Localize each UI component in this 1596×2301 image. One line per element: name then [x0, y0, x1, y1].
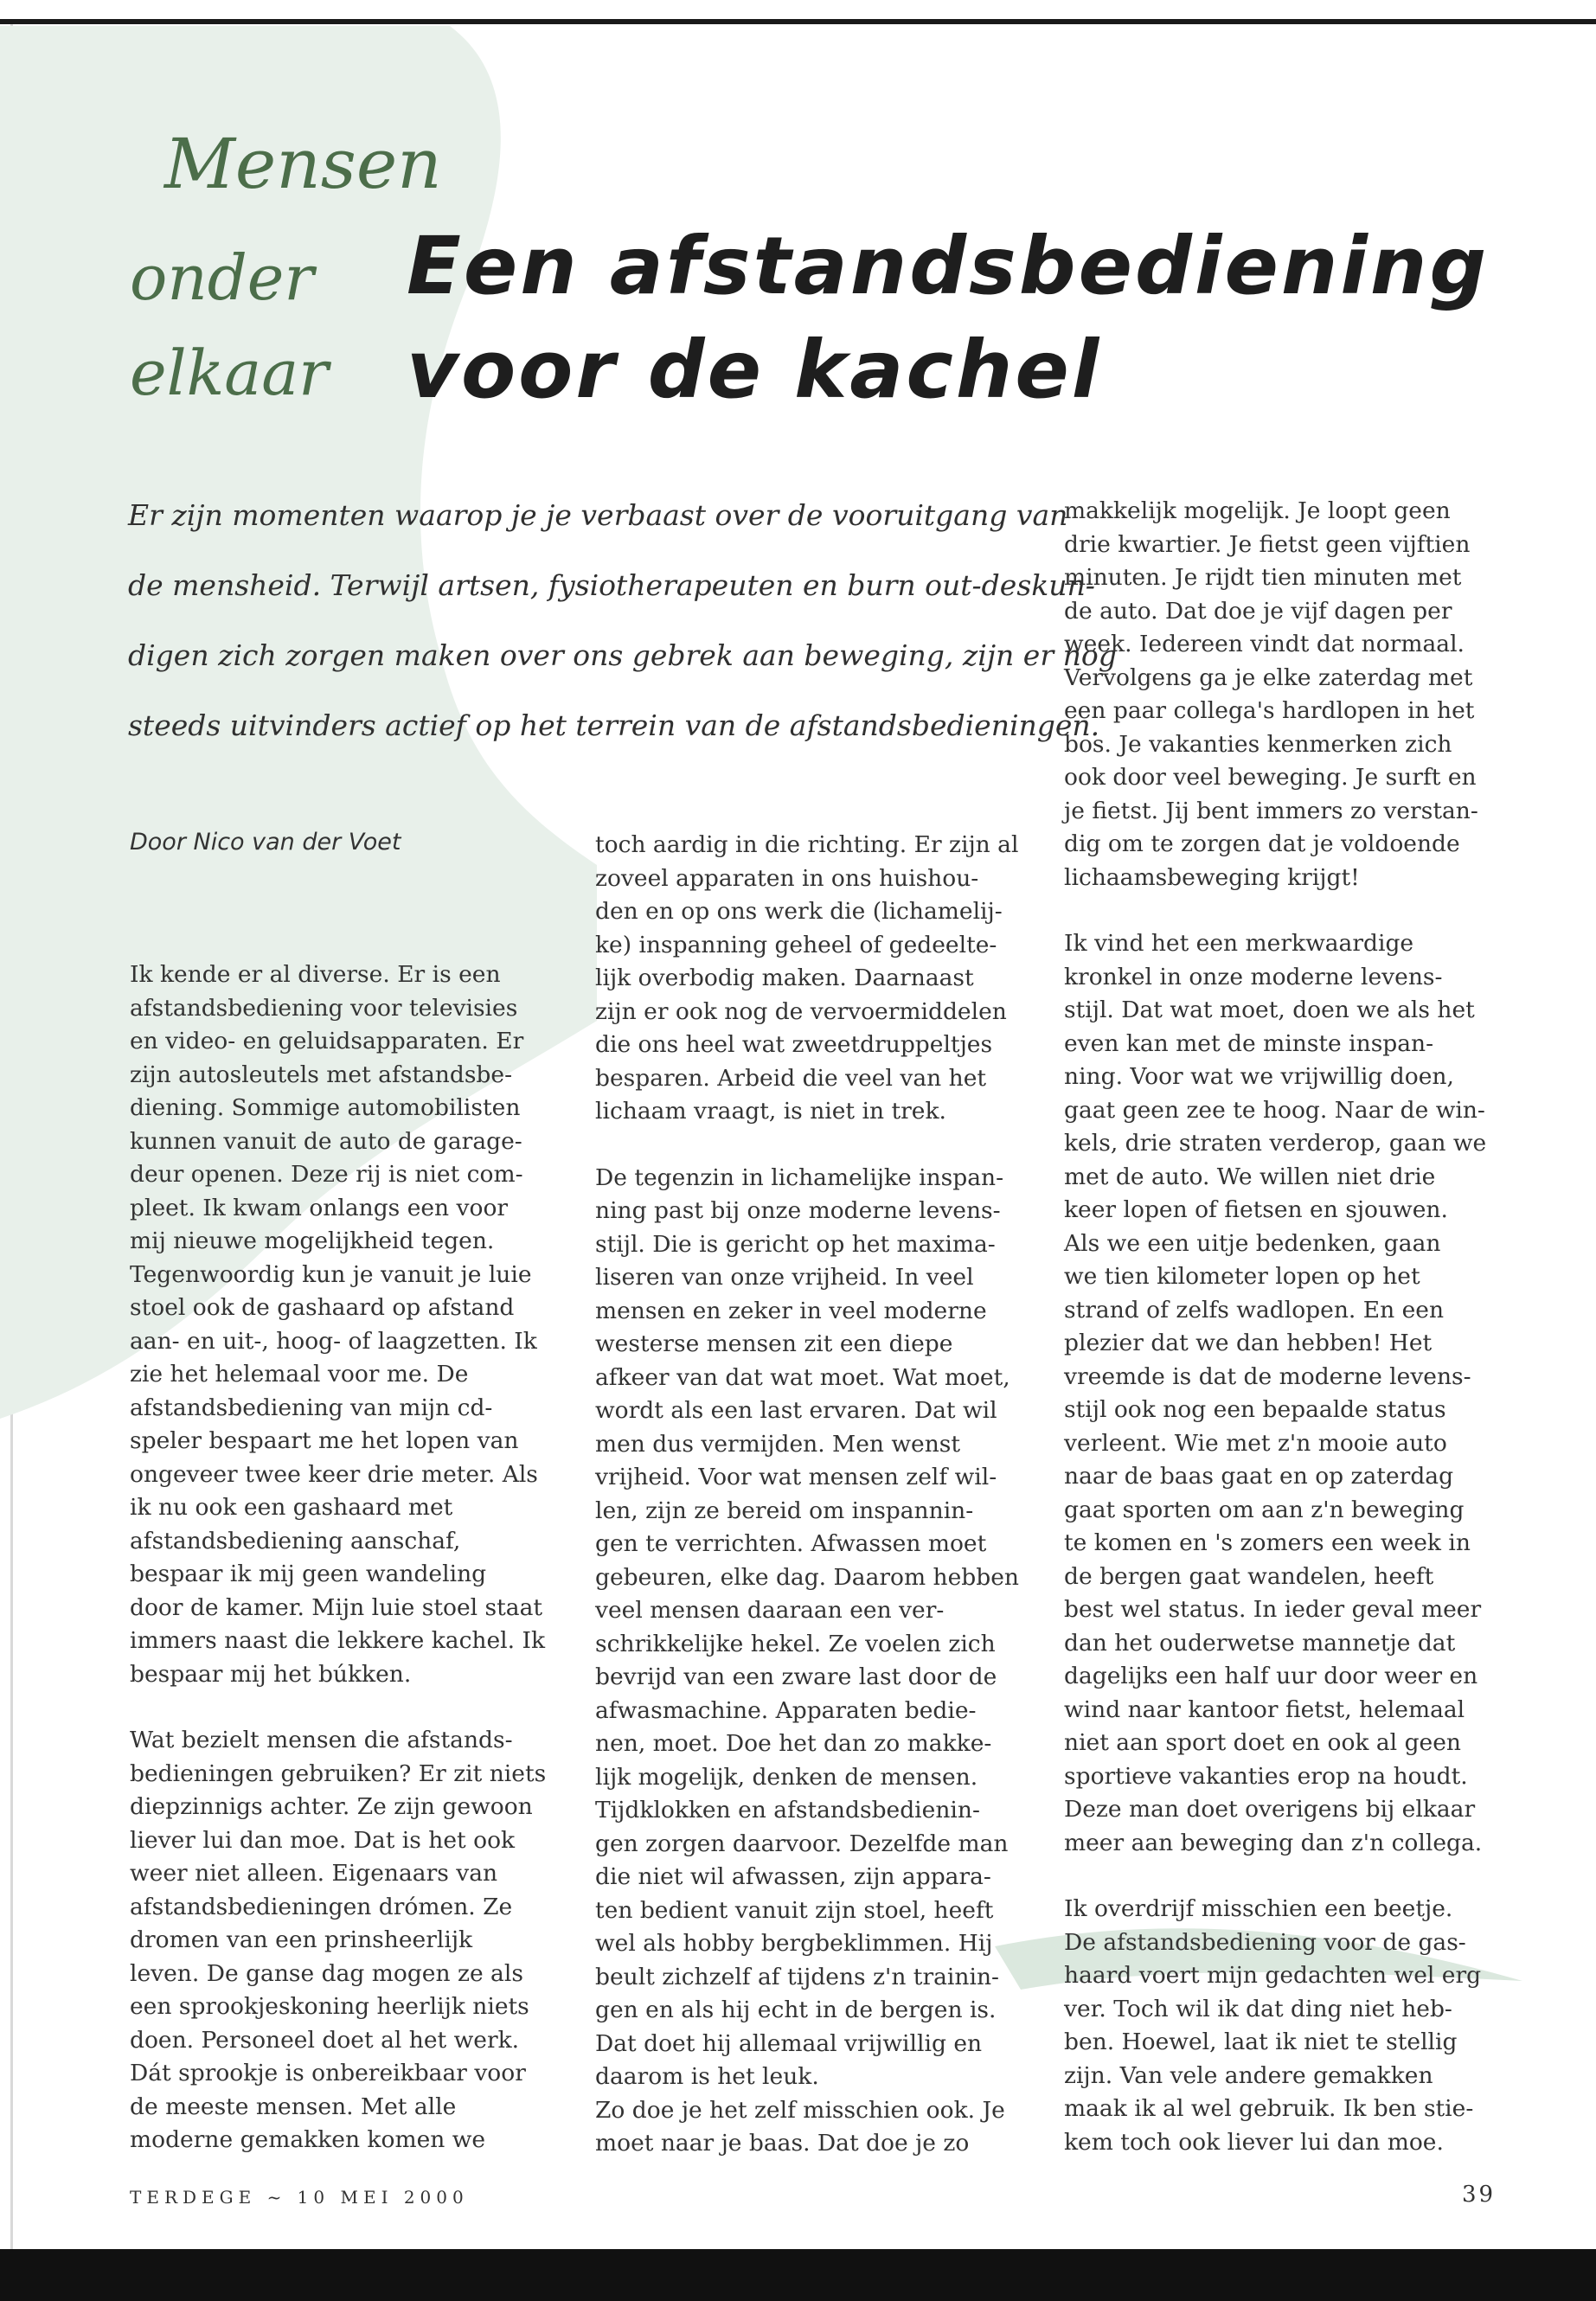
text-line: De tegenzin in lichamelijke inspan-: [595, 1163, 1004, 1191]
text-line: bespaar mij het búkken.: [130, 1660, 412, 1688]
text-line: ook door veel beweging. Je surft en: [1064, 764, 1477, 791]
lead-paragraph: [128, 480, 1117, 760]
column-1: [130, 958, 580, 2157]
text-line: ten bedient vanuit zijn stoel, heeft: [595, 1896, 994, 1924]
text-line: dromen van een prinsheerlijk: [130, 1926, 473, 1953]
text-line: bedieningen gebruiken? Er zit niets: [130, 1759, 547, 1787]
text-line: diening. Sommige automobilisten: [130, 1094, 521, 1121]
text-line: vreemde is dat de moderne levens-: [1064, 1362, 1471, 1390]
text-line: Ik kende er al diverse. Er is een: [130, 961, 501, 988]
text-line: verleent. Wie met z'n mooie auto: [1064, 1429, 1447, 1457]
text-line: besparen. Arbeid die veel van het: [595, 1064, 987, 1092]
text-line: den en op ons werk die (lichamelij-: [595, 898, 1003, 925]
text-line: kels, drie straten verderop, gaan we: [1064, 1130, 1487, 1157]
text-line: afstandsbediening van mijn cd-: [130, 1394, 493, 1421]
text-line: Ik vind het een merkwaardige: [1064, 930, 1414, 957]
text-line: afstandsbediening voor televisies: [130, 994, 518, 1022]
text-line: wind naar kantoor fietst, helemaal: [1064, 1695, 1465, 1723]
text-line: gaat sporten om aan z'n beweging: [1064, 1496, 1465, 1523]
text-line: kunnen vanuit de auto de garage-: [130, 1127, 522, 1155]
text-line: liever lui dan moe. Dat is het ook: [130, 1826, 516, 1854]
text-line: doen. Personeel doet al het werk.: [130, 2026, 520, 2054]
text-line: dan het ouderwetse mannetje dat: [1064, 1629, 1456, 1657]
text-line: afwasmachine. Apparaten bedie-: [595, 1696, 977, 1724]
text-line: diepzinnigs achter. Ze zijn gewoon: [130, 1793, 533, 1820]
text-line: je fietst. Jij bent immers zo verstan-: [1064, 797, 1478, 824]
text-line: nen, moet. Doe het dan zo makke-: [595, 1730, 992, 1757]
text-line: strand of zelfs wadlopen. En een: [1064, 1296, 1445, 1324]
text-line: ning. Voor wat we vrijwillig doen,: [1064, 1063, 1454, 1090]
text-line: ver. Toch wil ik dat ding niet heb-: [1064, 1995, 1452, 2022]
text-line: westerse mensen zit een diepe: [595, 1330, 953, 1357]
text-line: Tegenwoordig kun je vanuit je luie: [130, 1260, 532, 1288]
text-line: men dus vermijden. Men wenst: [595, 1430, 961, 1458]
title-line-1: Een afstandsbediening: [407, 220, 1490, 312]
text-line: mensen en zeker in veel moderne: [595, 1297, 987, 1324]
section-label-2: onder: [130, 241, 314, 314]
text-line: minuten. Je rijdt tien minuten met: [1064, 564, 1462, 591]
text-line: Wat bezielt mensen die afstands-: [130, 1727, 513, 1753]
text-line: gebeuren, elke dag. Daarom hebben: [595, 1563, 1019, 1591]
text-line: zijn er ook nog de vervoermiddelen: [595, 997, 1007, 1025]
text-line: ik nu ook een gashaard met: [130, 1494, 453, 1521]
text-line: Deze man doet overigens bij elkaar: [1064, 1796, 1476, 1823]
text-line: zijn. Van vele andere gemakken: [1064, 2061, 1433, 2089]
byline: Door Nico van der Voet: [130, 829, 401, 856]
section-label-3: elkaar: [130, 336, 329, 409]
text-line: met de auto. We willen niet drie: [1064, 1163, 1436, 1190]
text-line: vrijheid. Voor wat mensen zelf wil-: [595, 1464, 997, 1490]
text-line: kem toch ook liever lui dan moe.: [1064, 2128, 1444, 2156]
text-line: die niet wil afwassen, zijn appara-: [595, 1863, 991, 1890]
text-line: lichaam vraagt, is niet in trek.: [595, 1098, 946, 1125]
text-line: niet aan sport doet en ook al geen: [1064, 1729, 1461, 1756]
text-line: een sprookjeskoning heerlijk niets: [130, 1993, 529, 2020]
text-line: de auto. Dat doe je vijf dagen per: [1064, 597, 1452, 625]
text-line: veel mensen daaraan een ver-: [595, 1597, 945, 1624]
text-line: gaat geen zee te hoog. Naar de win-: [1064, 1096, 1485, 1124]
text-line: lijk overbodig maken. Daarnaast: [595, 965, 974, 991]
text-line: maak ik al wel gebruik. Ik ben stie-: [1064, 2095, 1474, 2122]
text-line: speler bespaart me het lopen van: [130, 1427, 519, 1454]
text-line: kronkel in onze moderne levens-: [1064, 963, 1443, 990]
text-line: stijl ook nog een bepaalde status: [1064, 1396, 1446, 1423]
paragraph: [595, 1162, 1045, 2161]
text-line: wordt als een last ervaren. Dat wil: [595, 1397, 997, 1424]
paragraph: [1064, 1893, 1514, 2159]
lead-line: Er zijn momenten waarop je je verbaast over de vooruitgang van: [128, 498, 1068, 532]
text-line: drie kwartier. Je fietst geen vijftien: [1064, 530, 1471, 558]
text-line: de meeste mensen. Met alle: [130, 2093, 457, 2120]
text-line: haard voert mijn gedachten wel erg: [1064, 1962, 1482, 1989]
text-line: deur openen. Deze rij is niet com-: [130, 1161, 523, 1188]
text-line: Als we een uitje bedenken, gaan: [1064, 1229, 1441, 1257]
text-line: moderne gemakken komen we: [130, 2126, 486, 2153]
lead-line: de mensheid. Terwijl artsen, fysiotherapeuten en burn out-deskun-: [128, 568, 1095, 602]
text-line: stijl. Die is gericht op het maxima-: [595, 1230, 996, 1258]
text-line: een paar collega's hardlopen in het: [1064, 697, 1475, 724]
text-line: len, zijn ze bereid om inspannin-: [595, 1497, 974, 1524]
text-line: die ons heel wat zweetdruppeltjes: [595, 1031, 993, 1058]
text-line: meer aan beweging dan z'n collega.: [1064, 1829, 1483, 1856]
text-line: ben. Hoewel, laat ik niet te stellig: [1064, 2029, 1458, 2055]
lead-line: digen zich zorgen maken over ons gebrek aan beweging, zijn er nog: [128, 638, 1117, 672]
text-line: de bergen gaat wandelen, heeft: [1064, 1562, 1434, 1590]
text-line: bos. Je vakanties kenmerken zich: [1064, 730, 1452, 758]
footer-publication: TERDEGE ~ 10 MEI 2000: [130, 2187, 469, 2208]
section-label-1: Mensen: [164, 124, 442, 204]
text-line: ke) inspanning geheel of gedeelte-: [595, 931, 997, 958]
text-line: toch aardig in die richting. Er zijn al: [595, 831, 1019, 858]
text-line: afstandsbediening aanschaf,: [130, 1527, 461, 1554]
text-line: plezier dat we dan hebben! Het: [1064, 1330, 1433, 1356]
title-line-2: voor de kachel: [407, 324, 1102, 416]
text-line: De afstandsbediening voor de gas-: [1064, 1928, 1466, 1956]
text-line: gen en als hij echt in de bergen is.: [595, 1997, 997, 2023]
text-line: Tijdklokken en afstandsbedienin-: [595, 1797, 980, 1823]
text-line: en video- en geluidsapparaten. Er: [130, 1028, 524, 1054]
text-line: lichaamsbeweging krijgt!: [1064, 863, 1360, 891]
text-line: aan- en uit-, hoog- of laagzetten. Ik: [130, 1327, 537, 1355]
column-3: [1064, 495, 1514, 2159]
text-line: afstandsbedieningen drómen. Ze: [130, 1893, 513, 1920]
text-line: liseren van onze vrijheid. In veel: [595, 1264, 974, 1291]
paragraph: [1064, 495, 1514, 894]
text-line: Vervolgens ga je elke zaterdag met: [1064, 663, 1473, 691]
bottom-bar: [0, 2249, 1596, 2301]
text-line: zoveel apparaten in ons huishou-: [595, 864, 979, 892]
text-line: beult zichzelf af tijdens z'n trainin-: [595, 1963, 999, 1990]
text-line: immers naast die lekkere kachel. Ik: [130, 1627, 546, 1654]
text-line: pleet. Ik kwam onlangs een voor: [130, 1194, 509, 1221]
text-line: leven. De ganse dag mogen ze als: [130, 1959, 523, 1987]
text-line: ongeveer twee keer drie meter. Als: [130, 1460, 538, 1488]
paragraph: [130, 1724, 580, 2157]
text-line: wel als hobby bergbeklimmen. Hij: [595, 1930, 993, 1957]
text-line: Dat doet hij allemaal vrijwillig en: [595, 2029, 983, 2057]
text-line: we tien kilometer lopen op het: [1064, 1263, 1420, 1290]
column-2: [595, 829, 1045, 2161]
paragraph: [1064, 927, 1514, 1860]
text-line: sportieve vakanties erop na houdt.: [1064, 1762, 1468, 1790]
text-line: afkeer van dat wat moet. Wat moet,: [595, 1363, 1010, 1391]
paragraph: [595, 829, 1045, 1129]
lead-line: steeds uitvinders actief op het terrein van de afstandsbedieningen.: [128, 708, 1100, 742]
text-line: gen zorgen daarvoor. Dezelfde man: [595, 1830, 1009, 1857]
text-line: zie het helemaal voor me. De: [130, 1361, 469, 1388]
text-line: Dát sprookje is onbereikbaar voor: [130, 2060, 526, 2086]
text-line: stijl. Dat wat moet, doen we als het: [1064, 997, 1475, 1023]
text-line: door de kamer. Mijn luie stoel staat: [130, 1593, 543, 1621]
text-line: te komen en 's zomers een week in: [1064, 1529, 1471, 1556]
text-line: dagelijks een half uur door weer en: [1064, 1663, 1478, 1689]
text-line: Ik overdrijf misschien een beetje.: [1064, 1895, 1453, 1922]
page-number: 39: [1462, 2182, 1497, 2208]
text-line: stoel ook de gashaard op afstand: [130, 1294, 515, 1321]
text-line: best wel status. In ieder geval meer: [1064, 1596, 1482, 1623]
text-line: lijk mogelijk, denken de mensen.: [595, 1763, 978, 1791]
text-line: bevrijd van een zware last door de: [595, 1663, 997, 1690]
text-line: weer niet alleen. Eigenaars van: [130, 1860, 498, 1887]
text-line: Zo doe je het zelf misschien ook. Je: [595, 2096, 1005, 2124]
text-line: schrikkelijke hekel. Ze voelen zich: [595, 1630, 996, 1657]
text-line: ning past bij onze moderne levens-: [595, 1197, 1001, 1224]
text-line: naar de baas gaat en op zaterdag: [1064, 1463, 1454, 1490]
text-line: zijn autosleutels met afstandsbe-: [130, 1061, 513, 1088]
paragraph: [130, 958, 580, 1691]
text-line: week. Iedereen vindt dat normaal.: [1064, 631, 1465, 657]
text-line: even kan met de minste inspan-: [1064, 1029, 1434, 1057]
text-line: bespaar ik mij geen wandeling: [130, 1561, 487, 1587]
text-line: dig om te zorgen dat je voldoende: [1064, 830, 1460, 857]
text-line: makkelijk mogelijk. Je loopt geen: [1064, 497, 1451, 524]
text-line: daarom is het leuk.: [595, 2063, 819, 2090]
text-line: moet naar je baas. Dat doe je zo: [595, 2130, 970, 2157]
text-line: gen te verrichten. Afwassen moet: [595, 1530, 987, 1557]
text-line: keer lopen of fietsen en sjouwen.: [1064, 1196, 1448, 1223]
text-line: mij nieuwe mogelijkheid tegen.: [130, 1227, 495, 1254]
